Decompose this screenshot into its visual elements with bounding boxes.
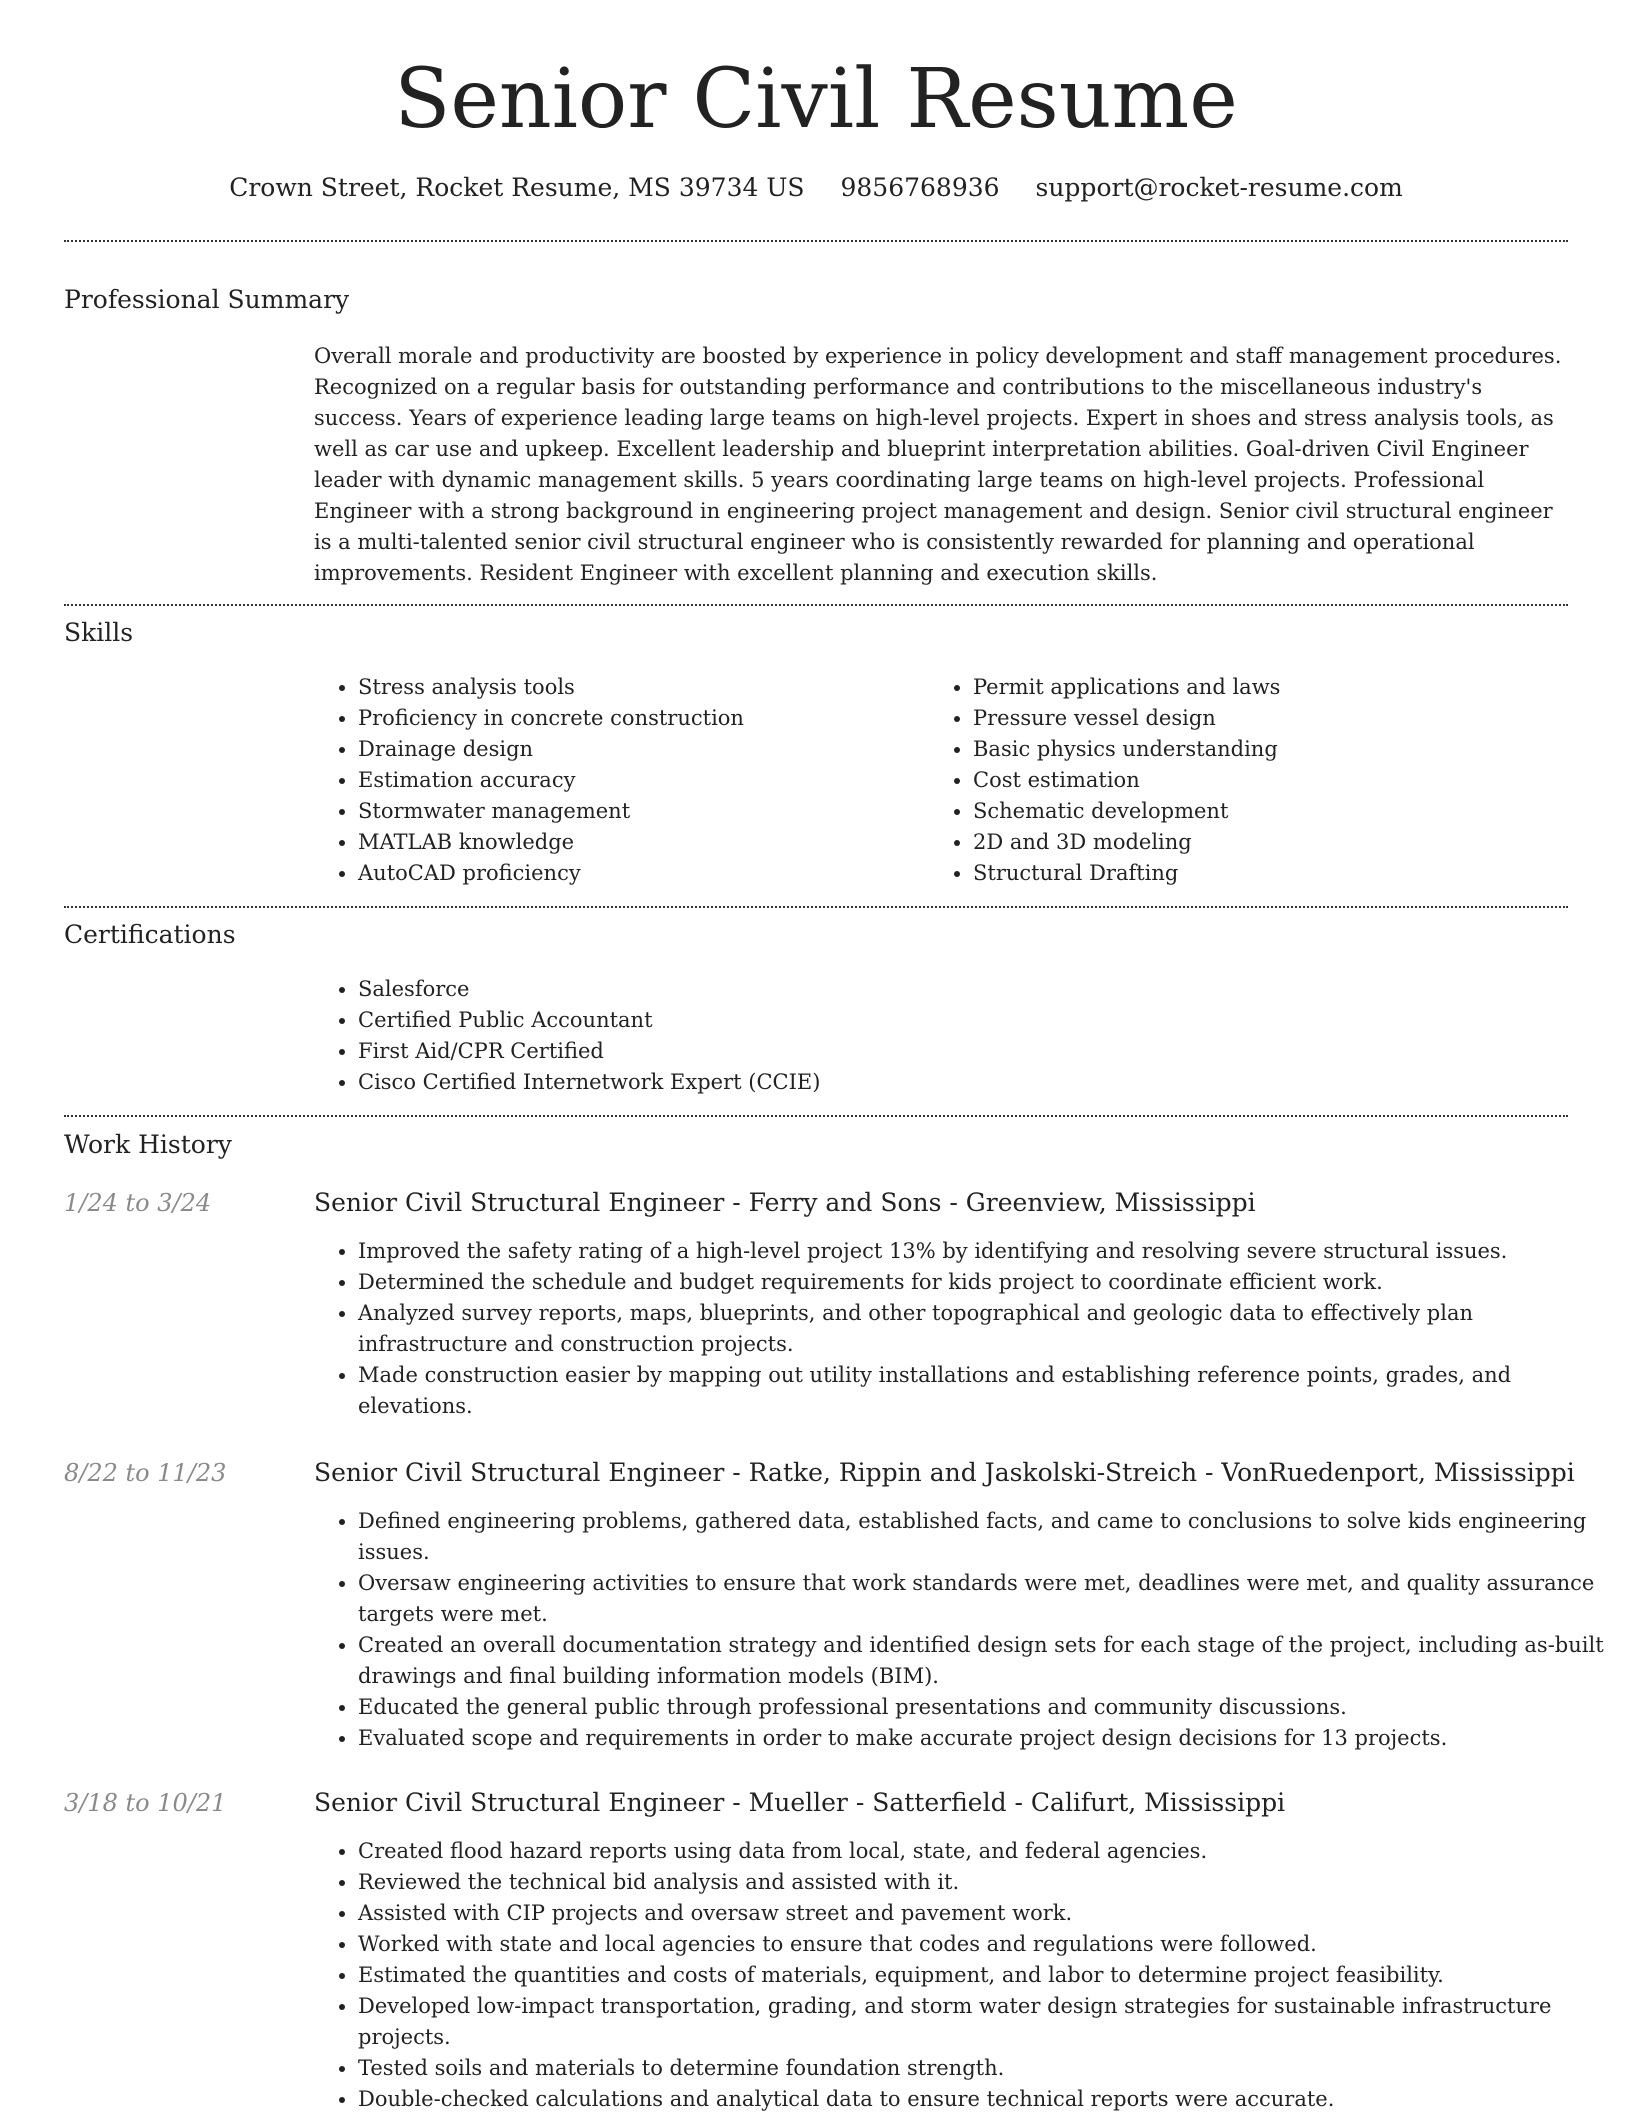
job-dates: 8/22 to 11/23 (64, 1459, 227, 1487)
job-bullet: • Defined engineering problems, gathered data, established facts, and came to conclusions to solve kids engineering issues. (358, 1506, 1618, 1568)
job-title: Senior Civil Structural Engineer - Ratke, Rippin and Jaskolski-Streich - VonRuedenport, Mississippi (314, 1458, 1575, 1487)
section-divider (64, 604, 1568, 606)
job-bullet: • Educated the general public through professional presentations and community discussions. (358, 1692, 1618, 1723)
job-bullets (314, 1236, 1618, 1422)
job-bullet: • Analyzed survey reports, maps, blueprints, and other topographical and geologic data to effectively plan infrastructure and construction projects. (358, 1298, 1618, 1360)
section-divider (64, 1115, 1568, 1117)
skills-list-left (314, 672, 918, 889)
work-history-heading: Work History (64, 1130, 232, 1159)
skill-item: • Proficiency in concrete construction (358, 703, 918, 734)
job-title: Senior Civil Structural Engineer - Mueller - Satterfield - Califurt, Mississippi (314, 1788, 1286, 1817)
certifications-heading: Certifications (64, 920, 236, 949)
skill-item: • Basic physics understanding (973, 734, 1573, 765)
job-bullet: • Oversaw engineering activities to ensure that work standards were met, deadlines were met, and quality assurance targets were met. (358, 1568, 1618, 1630)
skill-item: • Pressure vessel design (973, 703, 1573, 734)
certification-item: • Salesforce (358, 974, 1558, 1005)
certification-item: • First Aid/CPR Certified (358, 1036, 1558, 1067)
job-bullet: • Created an overall documentation strategy and identified design sets for each stage of the project, including as-built drawings and final building information models (BIM). (358, 1630, 1618, 1692)
job-bullet: • Created flood hazard reports using data from local, state, and federal agencies. (358, 1836, 1618, 1867)
job-bullet: • Estimated the quantities and costs of materials, equipment, and labor to determine project feasibility. (358, 1960, 1618, 1991)
summary-heading: Professional Summary (64, 285, 350, 314)
job-bullet: • Worked with state and local agencies to ensure that codes and regulations were followed. (358, 1929, 1618, 1960)
skill-item: • Drainage design (358, 734, 918, 765)
job-bullet: • Reviewed the technical bid analysis and assisted with it. (358, 1867, 1618, 1898)
job-title: Senior Civil Structural Engineer - Ferry and Sons - Greenview, Mississippi (314, 1188, 1256, 1217)
job-dates: 1/24 to 3/24 (64, 1189, 212, 1217)
job-bullet: • Evaluated scope and requirements in order to make accurate project design decisions for 13 projects. (358, 1723, 1618, 1754)
section-divider (64, 906, 1568, 908)
skills-heading: Skills (64, 618, 134, 647)
job-bullet: • Assisted with CIP projects and oversaw street and pavement work. (358, 1898, 1618, 1929)
job-bullet: • Improved the safety rating of a high-level project 13% by identifying and resolving severe structural issues. (358, 1236, 1618, 1267)
resume-title: Senior Civil Resume (394, 52, 1238, 147)
contact-info (0, 170, 1632, 206)
contact-address: Crown Street, Rocket Resume, MS 39734 US (229, 173, 805, 202)
skill-item: • Cost estimation (973, 765, 1573, 796)
contact-email: support@rocket-resume.com (1035, 173, 1403, 202)
job-bullet: • Developed low-impact transportation, grading, and storm water design strategies for sustainable infrastructure projects. (358, 1991, 1618, 2053)
skill-item: • Permit applications and laws (973, 672, 1573, 703)
job-bullet: • Tested soils and materials to determine foundation strength. (358, 2053, 1618, 2084)
job-bullets (314, 1836, 1618, 2115)
certification-item: • Cisco Certified Internetwork Expert (CCIE) (358, 1067, 1558, 1098)
skill-item: • Estimation accuracy (358, 765, 918, 796)
job-bullet: • Made construction easier by mapping out utility installations and establishing reference points, grades, and elevations. (358, 1360, 1618, 1422)
certifications-list (314, 974, 1558, 1098)
skills-list-right (929, 672, 1573, 889)
skill-item: • Stress analysis tools (358, 672, 918, 703)
job-bullet: • Double-checked calculations and analytical data to ensure technical reports were accurate. (358, 2084, 1618, 2115)
certification-item: • Certified Public Accountant (358, 1005, 1558, 1036)
job-bullets (314, 1506, 1618, 1754)
skill-item: • Schematic development (973, 796, 1573, 827)
contact-phone: 9856768936 (840, 173, 1000, 202)
job-dates: 3/18 to 10/21 (64, 1789, 227, 1817)
skill-item: • 2D and 3D modeling (973, 827, 1573, 858)
section-divider (64, 240, 1568, 242)
job-bullet: • Determined the schedule and budget requirements for kids project to coordinate efficient work. (358, 1267, 1618, 1298)
skill-item: • AutoCAD proficiency (358, 858, 918, 889)
skill-item: • Stormwater management (358, 796, 918, 827)
skill-item: • Structural Drafting (973, 858, 1573, 889)
summary-text: Overall morale and productivity are boosted by experience in policy development and staff management procedures. Recognized on a regular basis for outstanding performance and contributions to the miscellaneous industry's success. Years of experience leading large teams on high-level projects. Expert in shoes and stress analysis tools, as well as car use and upkeep. Excellent leadership and blueprint interpretation abilities. Goal-driven Civil Engineer leader with dynamic management skills. 5 years coordinating large teams on high-level projects. Professional Engineer with a strong background in engineering project management and design. Senior civil structural engineer is a multi-talented senior civil structural engineer who is consistently rewarded for planning and operational improvements. Resident Engineer with excellent planning and execution skills. (314, 344, 1562, 585)
skill-item: • MATLAB knowledge (358, 827, 918, 858)
